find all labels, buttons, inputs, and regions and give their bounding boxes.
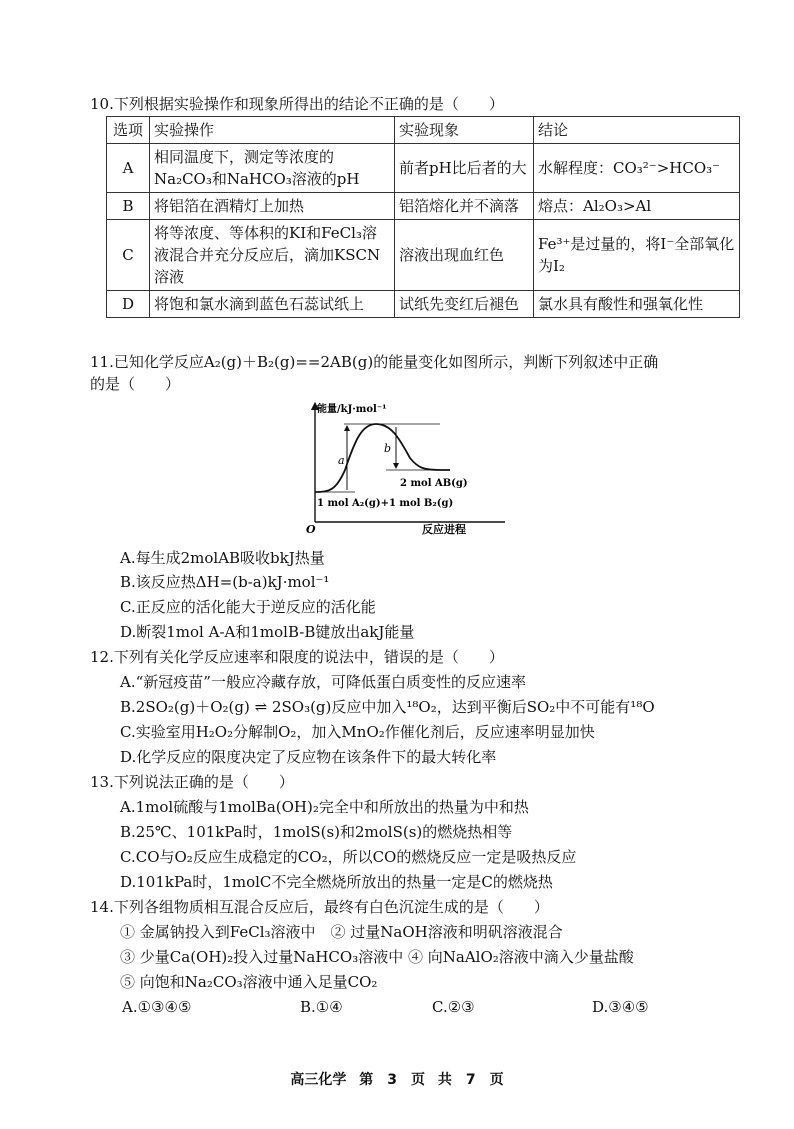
q11-stem-line2: 的是（ ） xyxy=(90,375,181,393)
q12-option-c: C.实验室用H₂O₂分解制O₂，加入MnO₂作催化剂后，反应速率明显加快 xyxy=(120,723,595,741)
q14-stem: 14.下列各组物质相互混合反应后，最终有白色沉淀生成的是（ ） xyxy=(90,898,549,916)
label-b: b xyxy=(384,442,392,455)
page-footer xyxy=(0,1069,794,1089)
q13-option-c: C.CO与O₂反应生成稳定的CO₂，所以CO的燃烧反应一定是吸热反应 xyxy=(120,848,577,866)
table-row xyxy=(107,291,740,318)
q14-choice-b: B.①④ xyxy=(300,998,343,1016)
q13-option-a: A.1mol硫酸与1molBa(OH)₂完全中和所放出的热量为中和热 xyxy=(120,798,529,816)
reactants-label: 1 mol A₂(g)+1 mol B₂(g) xyxy=(317,498,454,509)
footer-total: 共 7 页 xyxy=(437,1072,504,1088)
q14-items-line2: ③ 少量Ca(OH)₂投入过量NaHCO₃溶液中 ④ 向NaAlO₂溶液中滴入少量盐酸 xyxy=(120,948,634,966)
q14-items-line1: ① 金属钠投入到FeCl₃溶液中 ② 过量NaOH溶液和明矾溶液混合 xyxy=(120,923,563,941)
q12-stem: 12.下列有关化学反应速率和限度的说法中，错误的是（ ） xyxy=(90,648,504,666)
label-a: a xyxy=(338,454,345,467)
q14-choice-a: A.①③④⑤ xyxy=(122,998,192,1016)
table-row xyxy=(107,144,740,193)
header-conclusion: 结论 xyxy=(534,117,740,144)
q10-stem: 10.下列根据实验操作和现象所得出的结论不正确的是（ ） xyxy=(90,95,504,113)
table-row xyxy=(107,193,740,220)
header-option: 选项 xyxy=(107,117,150,144)
q14-choice-c: C.②③ xyxy=(432,998,475,1016)
x-axis-label: 反应进程 xyxy=(422,523,466,535)
row-conclusion: 熔点：Al₂O₃>Al xyxy=(534,193,740,220)
q11-option-b: B.该反应热ΔH=(b-a)kJ·mol⁻¹ xyxy=(120,573,330,591)
row-conclusion: 氯水具有酸性和强氧化性 xyxy=(534,291,740,318)
q12-option-a: A.“新冠疫苗”一般应冷藏存放，可降低蛋白质变性的反应速率 xyxy=(120,673,526,691)
header-phenomenon: 实验现象 xyxy=(395,117,534,144)
q13-option-b: B.25℃、101kPa时，1molS(s)和2molS(s)的燃烧热相等 xyxy=(120,823,513,841)
row-phenomenon: 前者pH比后者的大 xyxy=(395,144,534,193)
row-phenomenon: 溶液出现血红色 xyxy=(395,220,534,291)
row-operation: 相同温度下，测定等浓度的Na₂CO₃和NaHCO₃溶液的pH xyxy=(150,144,395,193)
row-conclusion: 水解程度：CO₃²⁻>HCO₃⁻ xyxy=(534,144,740,193)
table-row xyxy=(107,220,740,291)
header-operation: 实验操作 xyxy=(150,117,395,144)
footer-page: 第 3 页 xyxy=(359,1072,425,1088)
y-axis-label: 能量/kJ·mol⁻¹ xyxy=(317,404,387,415)
products-label: 2 mol AB(g) xyxy=(400,478,468,489)
q13-option-d: D.101kPa时，1molC不完全燃烧所放出的热量一定是C的燃烧热 xyxy=(120,873,553,891)
row-operation: 将铝箔在酒精灯上加热 xyxy=(150,193,395,220)
energy-diagram xyxy=(300,400,515,535)
footer-subject: 高三化学 xyxy=(290,1072,347,1088)
q14-choice-d: D.③④⑤ xyxy=(592,998,649,1016)
table-header-row xyxy=(107,117,740,144)
origin-label: O xyxy=(306,523,316,535)
row-option: D xyxy=(107,291,150,318)
q11-stem-line1: 11.已知化学反应A₂(g)＋B₂(g)==2AB(g)的能量变化如图所示，判断下列叙述中正确 xyxy=(90,353,659,371)
q12-option-b: B.2SO₂(g)＋O₂(g) ⇌ 2SO₃(g)反应中加入¹⁸O₂，达到平衡后SO₂中不可能有¹⁸O xyxy=(120,698,655,716)
row-operation: 将等浓度、等体积的KI和FeCl₃溶液混合并充分反应后，滴加KSCN溶液 xyxy=(150,220,395,291)
row-phenomenon: 试纸先变红后褪色 xyxy=(395,291,534,318)
q12-option-d: D.化学反应的限度决定了反应物在该条件下的最大转化率 xyxy=(120,748,497,766)
row-phenomenon: 铝箔熔化并不滴落 xyxy=(395,193,534,220)
row-option: B xyxy=(107,193,150,220)
q11-option-d: D.断裂1mol A-A和1molB-B键放出akJ能量 xyxy=(120,623,415,641)
row-operation: 将饱和氯水滴到蓝色石蕊试纸上 xyxy=(150,291,395,318)
q14-items-line3: ⑤ 向饱和Na₂CO₃溶液中通入足量CO₂ xyxy=(120,973,378,991)
q11-option-a: A.每生成2molAB吸收bkJ热量 xyxy=(120,549,325,567)
q13-stem: 13.下列说法正确的是（ ） xyxy=(90,773,294,791)
q11-option-c: C.正反应的活化能大于逆反应的活化能 xyxy=(120,598,376,616)
row-conclusion: Fe³⁺是过量的，将I⁻全部氧化为I₂ xyxy=(534,220,740,291)
q10-table xyxy=(106,116,740,318)
row-option: A xyxy=(107,144,150,193)
row-option: C xyxy=(107,220,150,291)
